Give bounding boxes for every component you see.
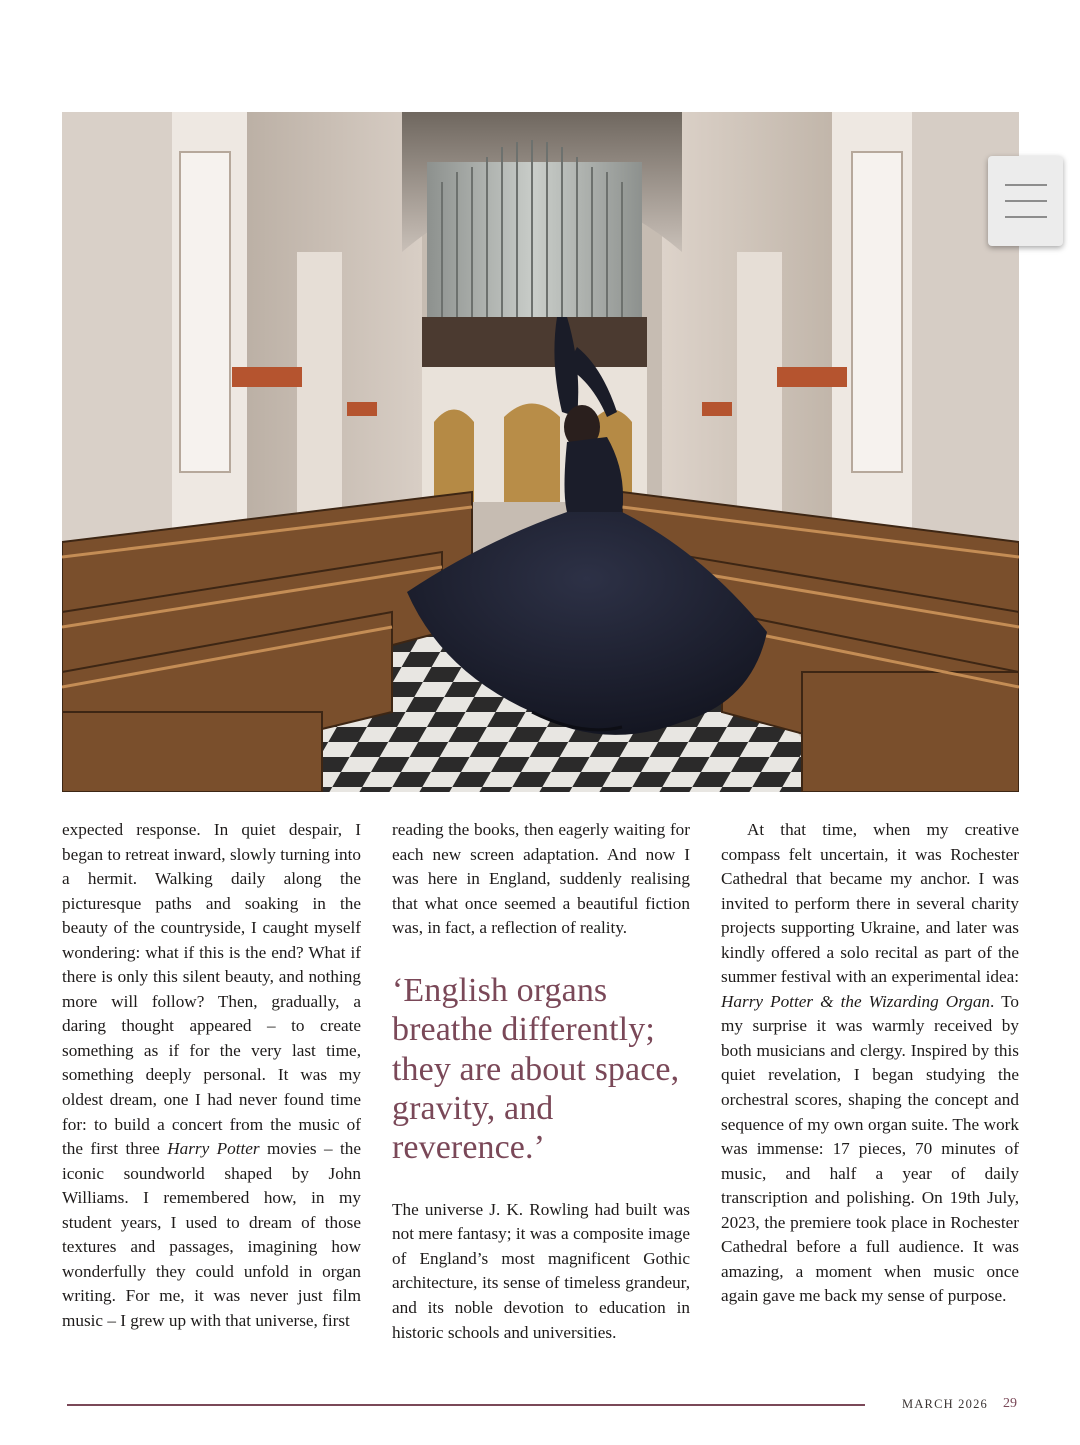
cathedral-photo — [62, 112, 1019, 792]
menu-button[interactable] — [988, 156, 1063, 246]
issue-date: MARCH 2026 — [902, 1397, 988, 1411]
article-column-3 — [721, 818, 1019, 1309]
pull-quote: ‘English organs breathe differently; they are about space, gravity, and reverence.’ — [392, 971, 680, 1167]
column2-paragraph-1: reading the books, then eagerly waiting for each new screen adaptation. And now I was here in England, suddenly realising that what once seemed a beautiful fiction was, in fact, a reflection of reality. — [392, 820, 690, 938]
column1-paragraph: expected response. In quiet despair, I began to retreat inward, slowly turning into a hermit. Walking daily along the picturesque paths and soaking in the beauty of the countryside, I caught myself wondering: what if this is the end? What if there is only this silent beauty, and nothing more will follow? Then, gradually, a daring thought appeared – to create something as if for the very last time, something deeply personal. It was my oldest dream, one I had never found time for: to build a concert from the music of the first three Harry Potter movies – the iconic soundworld shaped by John Williams. I remembered how, in my student years, I used to dream of those textures and passages, imagining how wonderfully they could unfold in organ writing. For me, it was never just film music – I grew up with that universe, first — [62, 820, 361, 1330]
article-column-1 — [62, 818, 361, 1333]
cathedral-dancer-photo-icon — [62, 112, 1019, 792]
page-number: 29 — [1003, 1396, 1017, 1411]
column3-paragraph: At that time, when my creative compass felt uncertain, it was Rochester Cathedral that became my anchor. I was invited to perform there in several charity projects supporting Ukraine, and later was kindly offered a solo recital as part of the summer festival with an experimental idea: Harry Potter & the Wizarding Organ. To my surprise it was warmly received by both musicians and clergy. Inspired by this quiet revelation, I began studying the orchestral scores, shaping the concept and sequence of my own organ suite. The work was immense: 17 pieces, 70 minutes of music, and half a year of daily transcription and polishing. On 19th July, 2023, the premiere took place in Rochester Cathedral before a full audience. It was amazing, a moment when music once again gave me back my sense of purpose. — [721, 820, 1019, 1306]
footer-rule — [67, 1404, 865, 1406]
article-column-2 — [392, 818, 690, 1345]
column2-paragraph-2: The universe J. K. Rowling had built was not mere fantasy; it was a composite image of England’s most magnificent Gothic architecture, its sense of timeless grandeur, and its noble devotion to education in historic schools and universities. — [392, 1199, 690, 1342]
